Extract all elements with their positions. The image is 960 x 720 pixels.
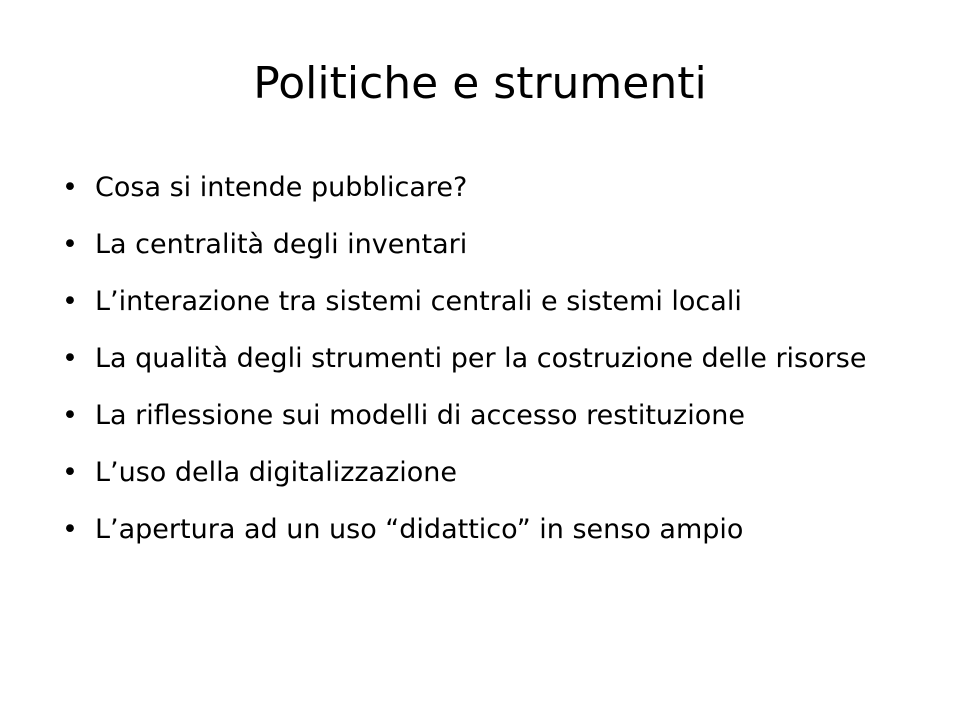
bullet-item <box>60 398 910 434</box>
bullet-text: La qualità degli strumenti per la costruzione delle risorse <box>95 343 867 374</box>
bullet-text: La riflessione sui modelli di accesso restituzione <box>95 400 745 431</box>
bullet-dot-icon: • <box>62 343 78 374</box>
bullet-text: L’interazione tra sistemi centrali e sistemi locali <box>95 286 742 317</box>
bullet-text: Cosa si intende pubblicare? <box>95 172 468 203</box>
slide-title: Politiche e strumenti <box>253 58 707 109</box>
bullet-item <box>60 341 910 377</box>
bullet-item <box>60 455 910 491</box>
bullet-item <box>60 512 910 548</box>
bullet-dot-icon: • <box>62 229 78 260</box>
bullet-list <box>60 170 910 569</box>
bullet-text: L’apertura ad un uso “didattico” in senso ampio <box>95 514 744 545</box>
bullet-text: La centralità degli inventari <box>95 229 468 260</box>
bullet-item <box>60 227 910 263</box>
bullet-dot-icon: • <box>62 514 78 545</box>
bullet-dot-icon: • <box>62 286 78 317</box>
bullet-dot-icon: • <box>62 457 78 488</box>
bullet-item <box>60 284 910 320</box>
bullet-text: L’uso della digitalizzazione <box>95 457 458 488</box>
bullet-item <box>60 170 910 206</box>
bullet-dot-icon: • <box>62 400 78 431</box>
bullet-dot-icon: • <box>62 172 78 203</box>
